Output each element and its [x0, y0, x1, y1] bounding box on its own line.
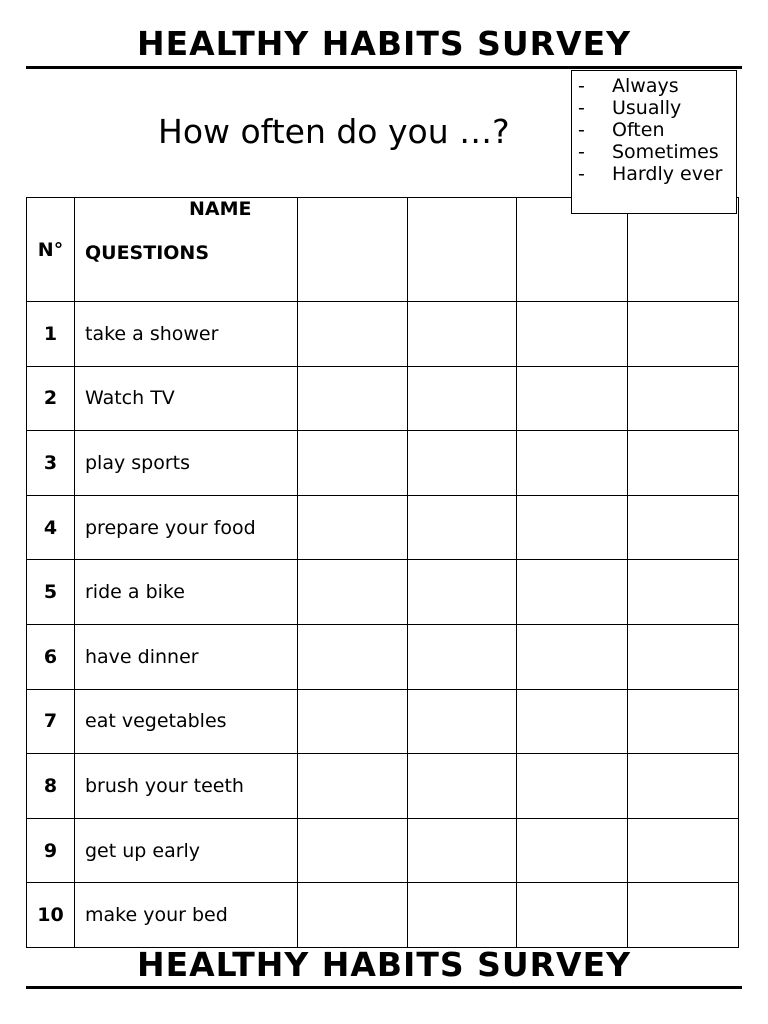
answer-cell[interactable] — [298, 689, 408, 754]
question-text: brush your teeth — [75, 754, 298, 819]
answer-cell[interactable] — [408, 624, 517, 689]
answer-cell[interactable] — [628, 818, 739, 883]
table-row — [27, 495, 739, 560]
row-number: 4 — [27, 495, 75, 560]
table-row — [27, 560, 739, 625]
legend-item: - Always — [578, 75, 679, 97]
survey-title-bottom: HEALTHY HABITS SURVEY — [136, 945, 632, 984]
survey-question-prompt: How often do you …? — [158, 112, 510, 151]
name-questions-header — [75, 198, 298, 302]
answer-cell[interactable] — [408, 883, 517, 948]
table-row — [27, 689, 739, 754]
legend-item: - Hardly ever — [578, 163, 723, 185]
survey-title-top: HEALTHY HABITS SURVEY — [136, 24, 632, 63]
row-number: 5 — [27, 560, 75, 625]
table-row — [27, 366, 739, 431]
question-text: take a shower — [75, 302, 298, 367]
answer-cell[interactable] — [517, 431, 628, 496]
question-text: make your bed — [75, 883, 298, 948]
name-entry-cell[interactable] — [408, 198, 517, 302]
row-number: 6 — [27, 624, 75, 689]
survey-table — [26, 197, 739, 948]
legend-item: - Often — [578, 119, 665, 141]
answer-cell[interactable] — [517, 624, 628, 689]
answer-cell[interactable] — [298, 302, 408, 367]
answer-cell[interactable] — [408, 431, 517, 496]
number-column-header: N° — [27, 198, 75, 302]
name-header-label: NAME — [189, 198, 252, 220]
answer-cell[interactable] — [628, 302, 739, 367]
answer-cell[interactable] — [517, 689, 628, 754]
answer-cell[interactable] — [298, 754, 408, 819]
answer-cell[interactable] — [517, 302, 628, 367]
row-number: 2 — [27, 366, 75, 431]
answer-cell[interactable] — [298, 883, 408, 948]
answer-cell[interactable] — [517, 818, 628, 883]
answer-cell[interactable] — [628, 560, 739, 625]
answer-cell[interactable] — [628, 366, 739, 431]
answer-cell[interactable] — [298, 624, 408, 689]
answer-cell[interactable] — [298, 495, 408, 560]
legend-item: - Sometimes — [578, 141, 719, 163]
table-row — [27, 624, 739, 689]
row-number: 7 — [27, 689, 75, 754]
table-row — [27, 302, 739, 367]
title-underline-top — [26, 66, 742, 69]
question-text: have dinner — [75, 624, 298, 689]
answer-cell[interactable] — [628, 754, 739, 819]
answer-cell[interactable] — [517, 883, 628, 948]
answer-cell[interactable] — [298, 560, 408, 625]
table-row — [27, 754, 739, 819]
name-entry-cell[interactable] — [298, 198, 408, 302]
answer-cell[interactable] — [628, 883, 739, 948]
answer-cell[interactable] — [408, 366, 517, 431]
table-row — [27, 431, 739, 496]
question-text: prepare your food — [75, 495, 298, 560]
answer-cell[interactable] — [517, 495, 628, 560]
answer-cell[interactable] — [298, 366, 408, 431]
answer-cell[interactable] — [517, 754, 628, 819]
row-number: 8 — [27, 754, 75, 819]
row-number: 1 — [27, 302, 75, 367]
answer-cell[interactable] — [408, 495, 517, 560]
question-text: Watch TV — [75, 366, 298, 431]
title-underline-bottom — [26, 986, 742, 989]
question-text: ride a bike — [75, 560, 298, 625]
answer-cell[interactable] — [517, 560, 628, 625]
answer-cell[interactable] — [628, 689, 739, 754]
row-number: 3 — [27, 431, 75, 496]
question-text: play sports — [75, 431, 298, 496]
answer-cell[interactable] — [628, 431, 739, 496]
table-row — [27, 818, 739, 883]
questions-header-label: QUESTIONS — [85, 242, 210, 264]
frequency-legend — [571, 70, 737, 214]
row-number: 9 — [27, 818, 75, 883]
answer-cell[interactable] — [408, 689, 517, 754]
table-row — [27, 883, 739, 948]
answer-cell[interactable] — [298, 431, 408, 496]
answer-cell[interactable] — [517, 366, 628, 431]
answer-cell[interactable] — [628, 495, 739, 560]
question-text: get up early — [75, 818, 298, 883]
question-text: eat vegetables — [75, 689, 298, 754]
answer-cell[interactable] — [408, 560, 517, 625]
answer-cell[interactable] — [298, 818, 408, 883]
row-number: 10 — [27, 883, 75, 948]
answer-cell[interactable] — [408, 754, 517, 819]
answer-cell[interactable] — [408, 302, 517, 367]
answer-cell[interactable] — [408, 818, 517, 883]
answer-cell[interactable] — [628, 624, 739, 689]
legend-item: - Usually — [578, 97, 682, 119]
